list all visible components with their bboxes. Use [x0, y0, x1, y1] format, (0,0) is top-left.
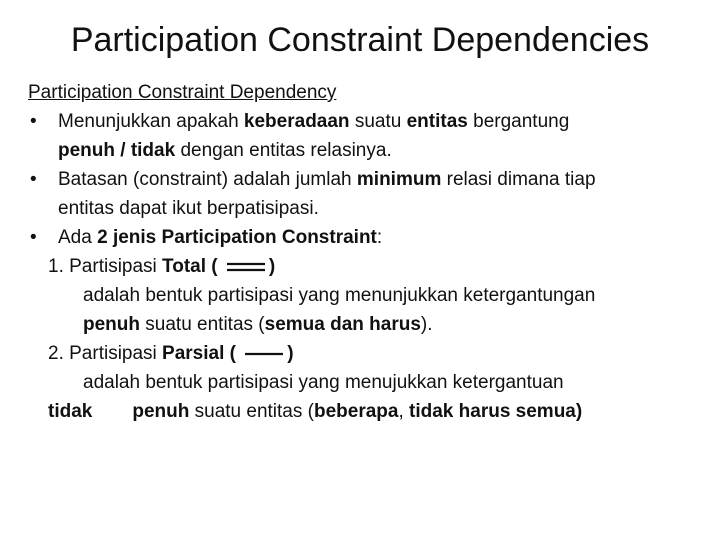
section-heading: Participation Constraint Dependency: [28, 82, 337, 103]
total-participation-description: adalah bentuk partisipasi yang menunjukkan ketergantungan penuh suatu entitas (semua dan harus).: [83, 285, 596, 335]
bullet-item: • Ada 2 jenis Participation Constraint:: [28, 223, 708, 252]
bullet-icon: •: [30, 169, 37, 190]
bullet-item: • Menunjukkan apakah keberadaan suatu entitas bergantung penuh / tidak dengan entitas relasinya.: [28, 107, 708, 165]
bullet-icon: •: [30, 111, 37, 132]
single-line-arrow-icon: [241, 346, 287, 362]
slide-content: [28, 78, 708, 426]
bullet-item: • Batasan (constraint) adalah jumlah minimum relasi dimana tiap entitas dapat ikut berpatisipasi.: [28, 165, 708, 223]
partial-participation-item: 2. Partisipasi Parsial ( ): [48, 343, 294, 364]
slide-title: Participation Constraint Dependencies: [70, 21, 650, 59]
partial-participation-description-end: tidak penuh suatu entitas (beberapa, tidak harus semua): [48, 401, 583, 422]
partial-participation-description: adalah bentuk partisipasi yang menujukkan ketergantuan: [83, 372, 564, 393]
double-line-arrow-icon: [223, 259, 269, 275]
total-participation-item: 1. Partisipasi Total ( ): [48, 256, 276, 277]
bullet-icon: •: [30, 227, 37, 248]
